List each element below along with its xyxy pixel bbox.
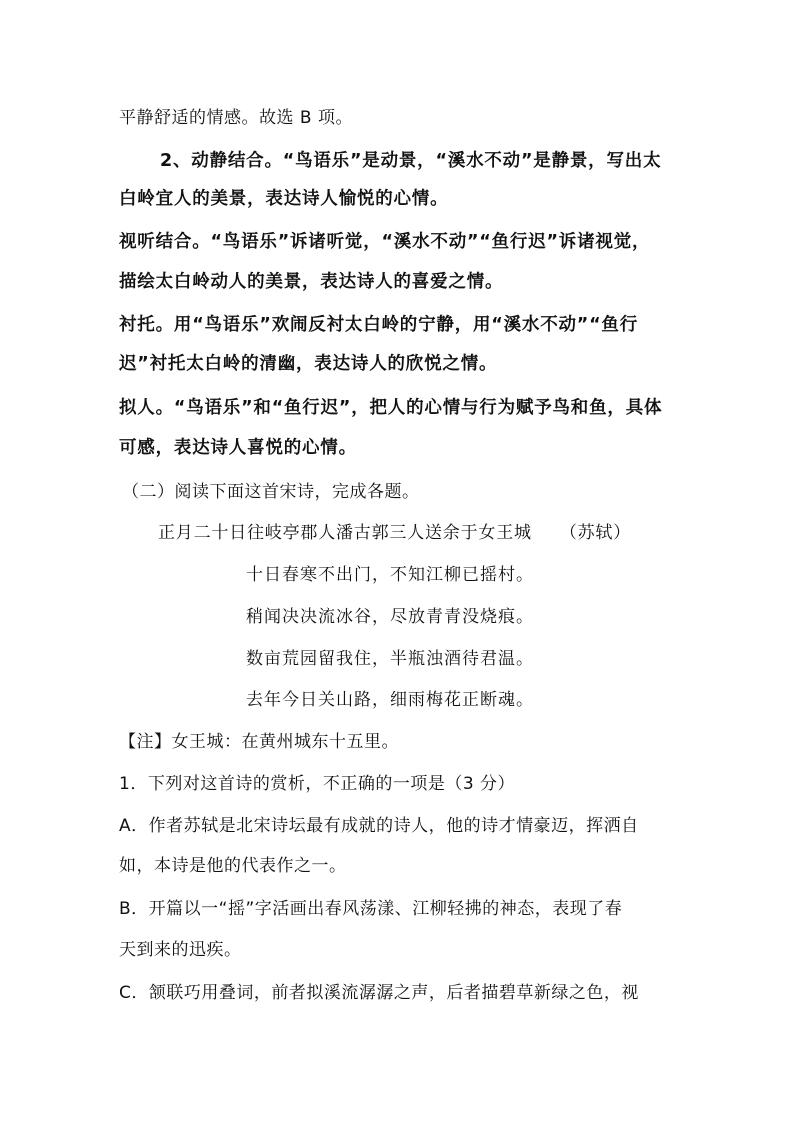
answer-point-dynamic-static-cont: 白岭宜人的美景，表达诗人愉悦的心情。 bbox=[119, 189, 449, 209]
answer-point-contrast-cont: 迟”衬托太白岭的清幽，表达诗人的欣悦之情。 bbox=[119, 354, 498, 374]
poem-line: 十日春寒不出门，不知江柳已摇村。 bbox=[246, 565, 534, 585]
poem-author: （苏轼） bbox=[559, 523, 632, 543]
option-a: A．作者苏轼是北宋诗坛最有成就的诗人，他的诗才情豪迈，挥洒自 bbox=[119, 816, 639, 836]
answer-point-dynamic-static: 2、动静结合。“鸟语乐”是动景，“溪水不动”是静景，写出太 bbox=[160, 151, 662, 171]
answer-point-contrast: 衬托。用“鸟语乐”欢闹反衬太白岭的宁静，用“溪水不动”“鱼行 bbox=[119, 315, 639, 335]
option-b: B．开篇以一“摇”字活画出春风荡漾、江柳轻拂的神态，表现了春 bbox=[119, 899, 623, 919]
text-line: 平静舒适的情感。故选 B 项。 bbox=[119, 108, 353, 128]
option-c: C．颔联巧用叠词，前者拟溪流潺潺之声，后者描碧草新绿之色，视 bbox=[119, 983, 639, 1003]
poem-title-text: 正月二十日往岐亭郡人潘古郭三人送余于女王城 bbox=[158, 523, 532, 543]
option-b-cont: 天到来的迅疾。 bbox=[119, 940, 242, 960]
question-stem: 1．下列对这首诗的赏析，不正确的一项是（3 分） bbox=[119, 774, 516, 794]
section-heading: （二）阅读下面这首宋诗，完成各题。 bbox=[122, 482, 420, 502]
answer-point-personification: 拟人。“鸟语乐”和“鱼行迟”，把人的心情与行为赋予鸟和鱼，具体 bbox=[119, 398, 663, 418]
poem-line: 数亩荒园留我住，半瓶浊酒待君温。 bbox=[246, 649, 534, 669]
answer-point-audio-visual: 视听结合。“鸟语乐”诉诸听觉，“溪水不动”“鱼行迟”诉诸视觉， bbox=[119, 232, 651, 252]
poem-line: 去年今日关山路，细雨梅花正断魂。 bbox=[246, 690, 534, 710]
option-a-cont: 如，本诗是他的代表作之一。 bbox=[119, 856, 347, 876]
poem-note: 【注】女王城：在黄州城东十五里。 bbox=[119, 732, 399, 752]
poem-title bbox=[158, 522, 631, 544]
poem-line: 稍闻决决流冰谷，尽放青青没烧痕。 bbox=[246, 607, 534, 627]
answer-point-audio-visual-cont: 描绘太白岭动人的美景，表达诗人的喜爱之情。 bbox=[119, 272, 504, 292]
answer-point-personification-cont: 可感，表达诗人喜悦的心情。 bbox=[119, 438, 357, 458]
